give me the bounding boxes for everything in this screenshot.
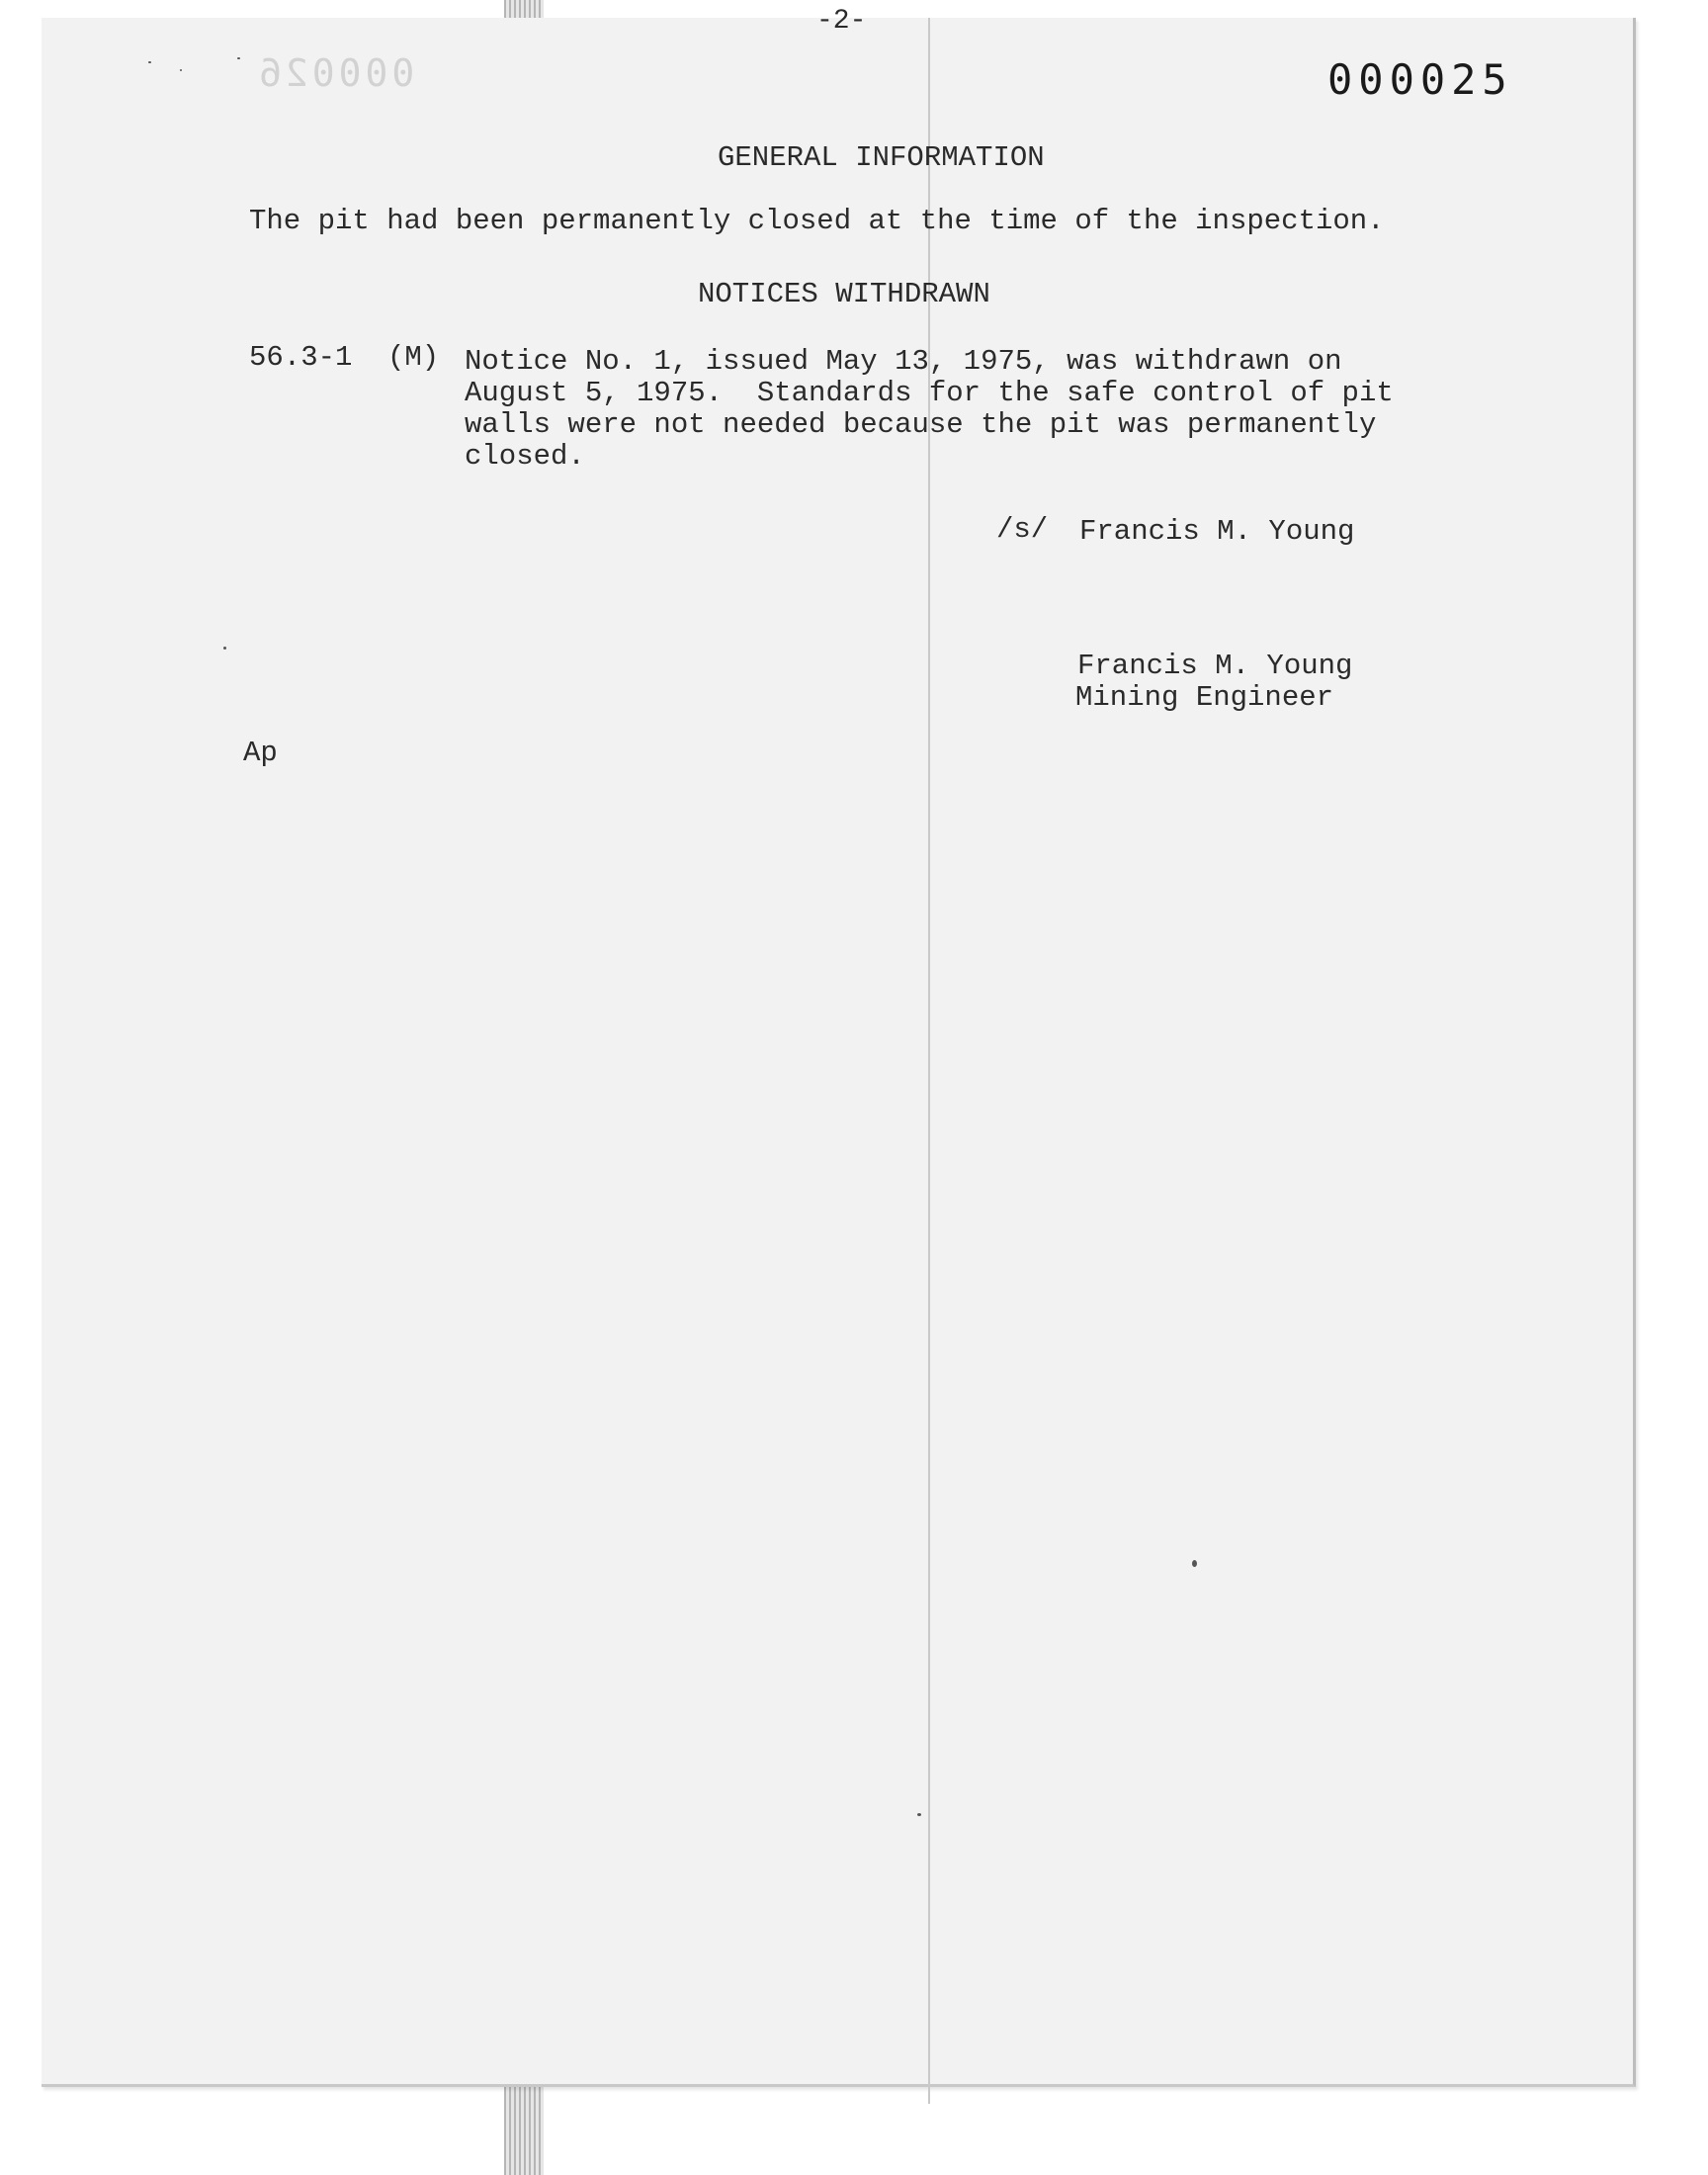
general-information-text: The pit had been permanently closed at the time of the inspection. [249,205,1385,237]
notice-type: (M) [387,341,440,374]
signed-name: Francis M. Young [1079,515,1355,548]
notice-text-line: walls were not needed because the pit was permanently [465,408,1377,441]
scan-speck [237,57,240,59]
scan-speck [148,61,151,63]
signer-name: Francis M. Young [1077,650,1353,682]
notice-text-line: closed. [465,440,585,473]
page-fold-line [928,18,930,2104]
scan-speck [1192,1560,1197,1567]
scan-speck [917,1813,921,1816]
bleed-through-number: 000026 [255,51,415,95]
typist-initials: Ap [243,737,278,769]
page-number: -2- [816,6,867,37]
document-number-stamp: 000025 [1327,55,1513,104]
scan-speck [223,647,226,650]
scan-edge-top [504,0,544,18]
scan-speck [180,69,182,71]
signer-title: Mining Engineer [1075,681,1334,714]
notice-code: 56.3-1 [249,341,353,374]
scan-edge-bottom [504,2086,544,2175]
notice-text-line: Notice No. 1, issued May 13, 1975, was withdrawn on [465,345,1342,378]
general-information-heading: GENERAL INFORMATION [718,141,1045,174]
notice-text-line: August 5, 1975. Standards for the safe control of pit [465,377,1394,409]
document-page [42,18,1636,2087]
signature-mark: /s/ [996,513,1049,546]
notices-withdrawn-heading: NOTICES WITHDRAWN [698,278,990,310]
